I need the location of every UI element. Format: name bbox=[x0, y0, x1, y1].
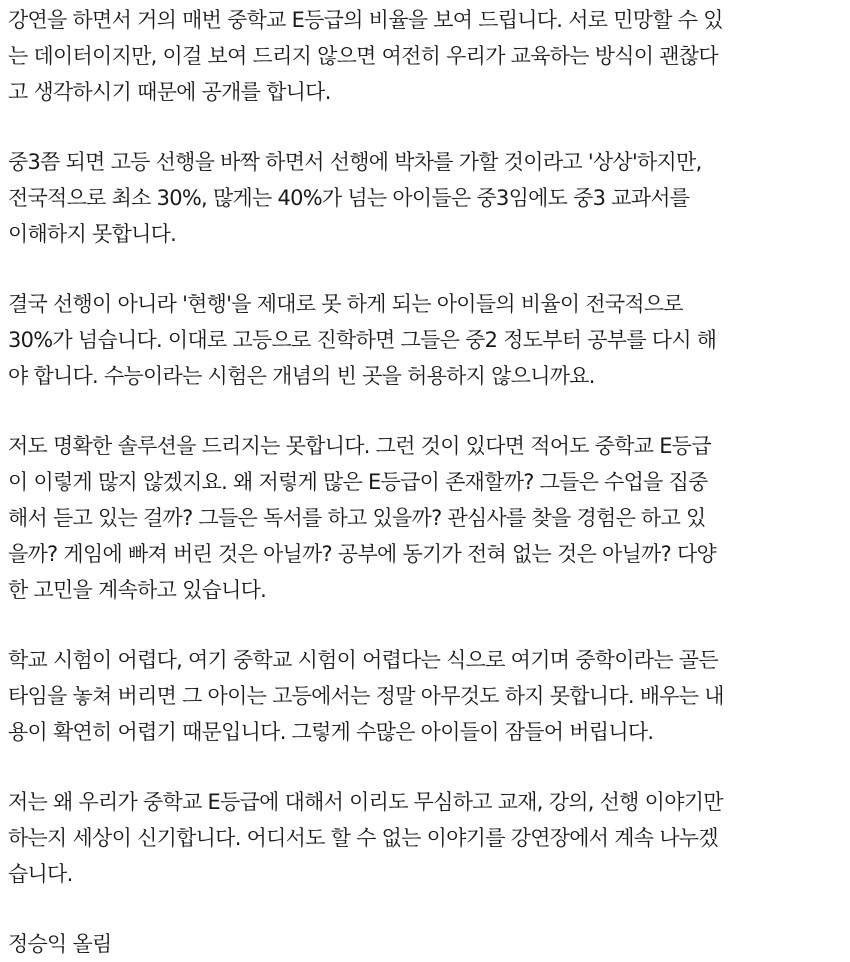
text-line: 을까? 게임에 빠져 버린 것은 아닐까? 공부에 동기가 전혀 없는 것은 아닐까? 다양 bbox=[8, 542, 716, 566]
text-line: 결국 선행이 아니라 '현행'을 제대로 못 하게 되는 아이들의 비율이 전국적으로 bbox=[8, 292, 683, 316]
text-line: 30%가 넘습니다. 이대로 고등으로 진학하면 그들은 중2 정도부터 공부를 다시 해 bbox=[8, 328, 717, 352]
paragraph-4 bbox=[8, 428, 844, 608]
text-line: 타임을 놓쳐 버리면 그 아이는 고등에서는 정말 아무것도 하지 못합니다. 배우는 내 bbox=[8, 684, 724, 708]
text-line: 고 생각하시기 때문에 공개를 합니다. bbox=[8, 80, 331, 104]
text-line: 전국적으로 최소 30%, 많게는 40%가 넘는 아이들은 중3임에도 중3 교과서를 bbox=[8, 186, 690, 210]
text-line: 이 이렇게 많지 않겠지요. 왜 저렇게 많은 E등급이 존재할까? 그들은 수업을 집중 bbox=[8, 470, 708, 494]
text-line: 이해하지 못합니다. bbox=[8, 222, 177, 246]
text-line: 용이 확연히 어렵기 때문입니다. 그렇게 수많은 아이들이 잠들어 버립니다. bbox=[8, 720, 654, 744]
text-line: 는 데이터이지만, 이걸 보여 드리지 않으면 여전히 우리가 교육하는 방식이 괜찮다 bbox=[8, 44, 718, 68]
signature-text: 정승익 올림 bbox=[8, 932, 112, 956]
post-body bbox=[8, 2, 844, 962]
paragraph-3 bbox=[8, 286, 844, 394]
text-line: 해서 듣고 있는 걸까? 그들은 독서를 하고 있을까? 관심사를 찾을 경험은 하고 있 bbox=[8, 506, 706, 530]
text-line: 학교 시험이 어렵다, 여기 중학교 시험이 어렵다는 식으로 여기며 중학이라는 골든 bbox=[8, 648, 718, 672]
text-line: 저도 명확한 솔루션을 드리지는 못합니다. 그런 것이 있다면 적어도 중학교 E등급 bbox=[8, 434, 711, 458]
text-line: 중3쯤 되면 고등 선행을 바짝 하면서 선행에 박차를 가할 것이라고 '상상'하지만, bbox=[8, 150, 702, 174]
signature bbox=[8, 926, 844, 962]
text-line: 습니다. bbox=[8, 862, 73, 886]
text-line: 야 합니다. 수능이라는 시험은 개념의 빈 곳을 허용하지 않으니까요. bbox=[8, 364, 595, 388]
text-line: 저는 왜 우리가 중학교 E등급에 대해서 이리도 무심하고 교재, 강의, 선행 이야기만 bbox=[8, 790, 723, 814]
text-line: 한 고민을 계속하고 있습니다. bbox=[8, 578, 267, 602]
paragraph-2 bbox=[8, 144, 844, 252]
paragraph-5 bbox=[8, 642, 844, 750]
text-line: 강연을 하면서 거의 매번 중학교 E등급의 비율을 보여 드립니다. 서로 민망할 수 있 bbox=[8, 8, 723, 32]
paragraph-6 bbox=[8, 784, 844, 892]
text-line: 하는지 세상이 신기합니다. 어디서도 할 수 없는 이야기를 강연장에서 계속 나누겠 bbox=[8, 826, 718, 850]
paragraph-1 bbox=[8, 2, 844, 110]
